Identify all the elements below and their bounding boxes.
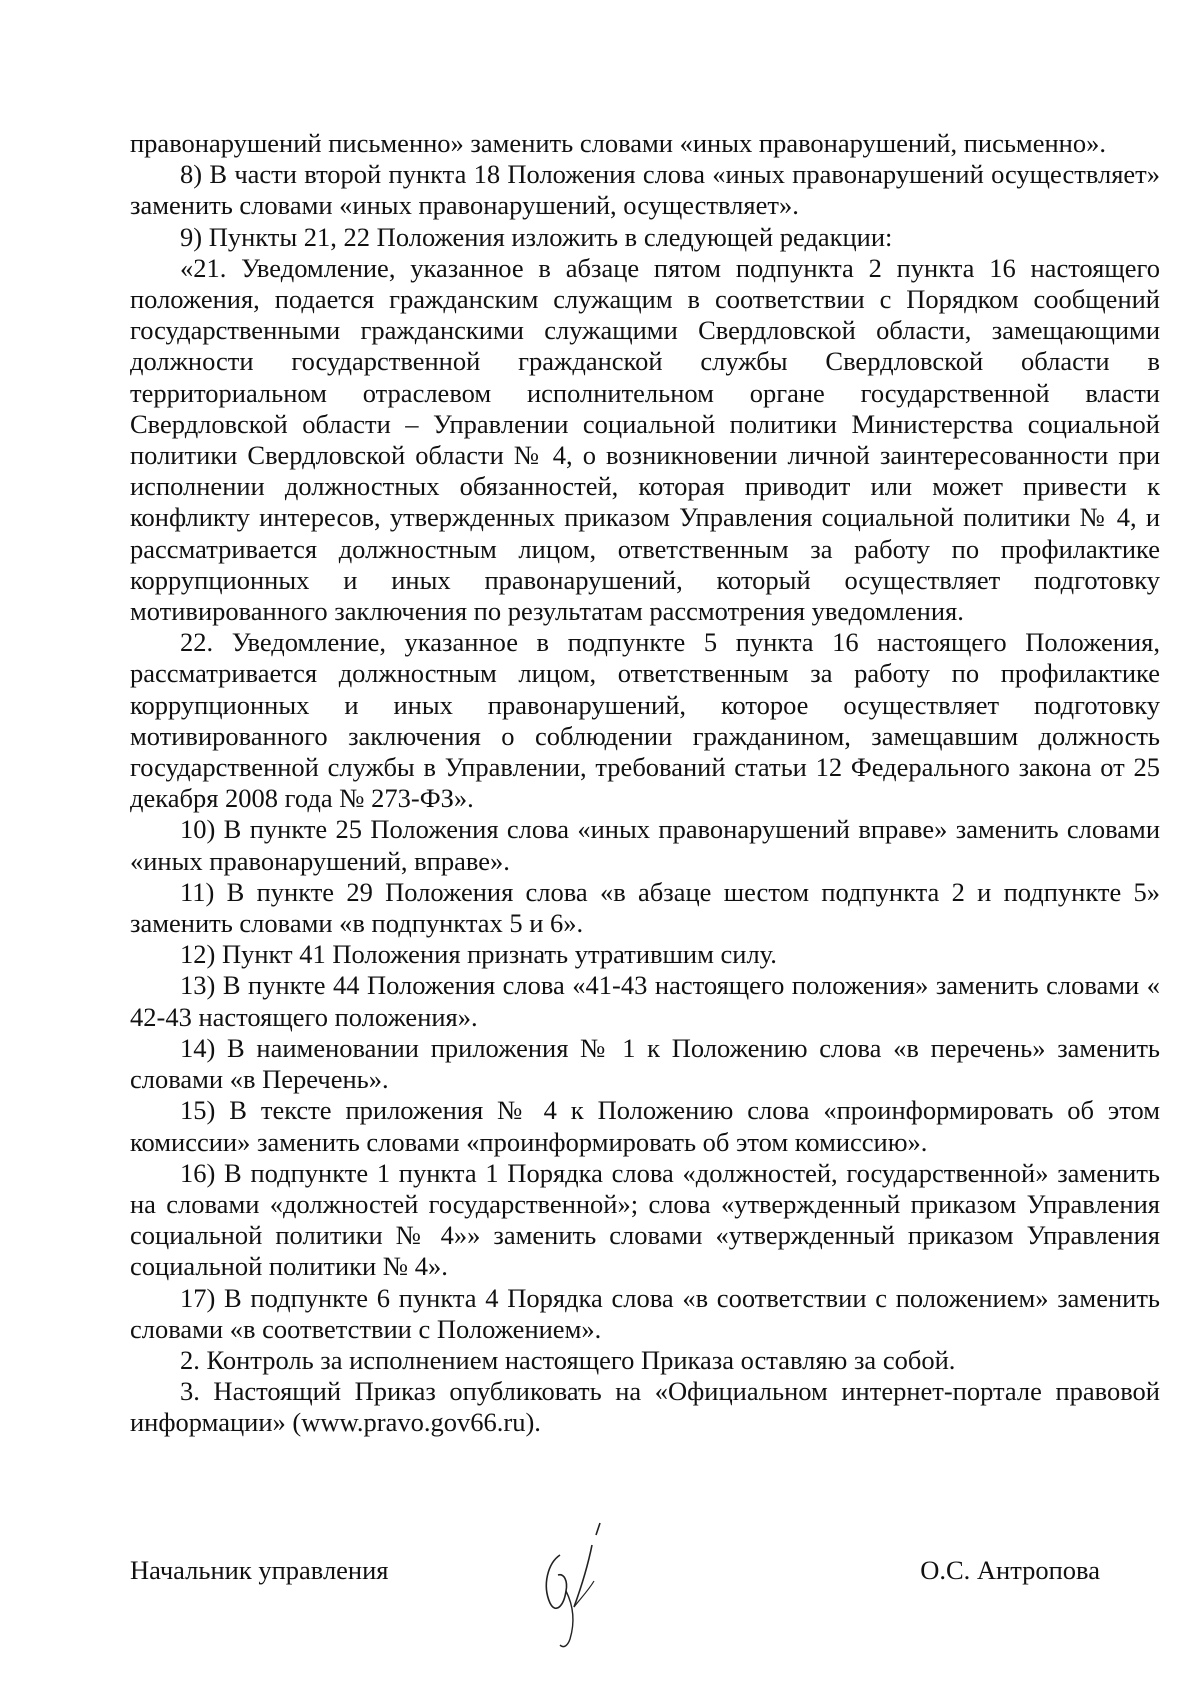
paragraph: 15) В тексте приложения № 4 к Положению слова «проинформировать об этом комиссии» заменить словами «проинформировать об этом комиссию».	[130, 1095, 1160, 1157]
handwritten-signature-icon	[530, 1515, 640, 1655]
paragraph: «21. Уведомление, указанное в абзаце пятом подпункта 2 пункта 16 настоящего положения, подается гражданским служащим в соответствии с Порядком сообщений государственными гражданскими служащими Свердловской области, замещающими должности государственной гражданской службы Свердловской области в территориальном отраслевом исполнительном органе государственной власти Свердловской области – Управлении социальной политики Министерства социальной политики Свердловской области № 4, о возникновении личной заинтересованности при исполнении должностных обязанностей, которая приводит или может привести к конфликту интересов, утвержденных приказом Управления социальной политики № 4, и рассматривается должностным лицом, ответственным за работу по профилактике коррупционных и иных правонарушений, который осуществляет подготовку мотивированного заключения по результатам рассмотрения уведомления.	[130, 252, 1160, 627]
paragraph: 17) В подпункте 6 пункта 4 Порядка слова «в соответствии с положением» заменить словами «в соответствии с Положением».	[130, 1282, 1160, 1344]
paragraph: 10) В пункте 25 Положения слова «иных правонарушений вправе» заменить словами «иных правонарушений, вправе».	[130, 814, 1160, 876]
signatory-name: О.С. Антропова	[920, 1555, 1100, 1585]
paragraph: 16) В подпункте 1 пункта 1 Порядка слова «должностей, государственной» заменить на словами «должностей государственной»; слова «утвержденный приказом Управления социальной политики № 4»» заменить словами «утвержденный приказом Управления социальной политики № 4».	[130, 1157, 1160, 1282]
signatory-title: Начальник управления	[130, 1555, 389, 1585]
paragraph: 11) В пункте 29 Положения слова «в абзаце шестом подпункта 2 и подпункте 5» заменить словами «в подпунктах 5 и 6».	[130, 876, 1160, 939]
paragraph: 8) В части второй пункта 18 Положения слова «иных правонарушений осуществляет» заменить словами «иных правонарушений, осуществляет».	[130, 159, 1160, 221]
paragraph: правонарушений письменно» заменить словами «иных правонарушений, письменно».	[130, 128, 1106, 158]
paragraph: 12) Пункт 41 Положения признать утратившим силу.	[180, 939, 777, 970]
paragraph: 13) В пункте 44 Положения слова «41-43 настоящего положения» заменить словами « 42-43 настоящего положения».	[130, 970, 1160, 1032]
paragraph: 9) Пункты 21, 22 Положения изложить в следующей редакции:	[180, 221, 893, 252]
paragraph: 14) В наименовании приложения № 1 к Положению слова «в перечень» заменить словами «в Перечень».	[130, 1032, 1160, 1095]
paragraph: 3. Настоящий Приказ опубликовать на «Официальном интернет-портале правовой информации» (www.pravo.gov66.ru).	[130, 1376, 1160, 1438]
paragraph: 22. Уведомление, указанное в подпункте 5 пункта 16 настоящего Положения, рассматривается должностным лицом, ответственным за работу по профилактике коррупционных и иных правонарушений, которое осуществляет подготовку мотивированного заключения о соблюдении гражданином, замещавшим должность государственной службы в Управлении, требований статьи 12 Федерального закона от 25 декабря 2008 года № 273-ФЗ».	[130, 627, 1160, 814]
document-body	[130, 128, 1160, 1439]
signature-block	[130, 1555, 1100, 1705]
paragraph: 2. Контроль за исполнением настоящего Приказа оставляю за собой.	[180, 1344, 956, 1375]
